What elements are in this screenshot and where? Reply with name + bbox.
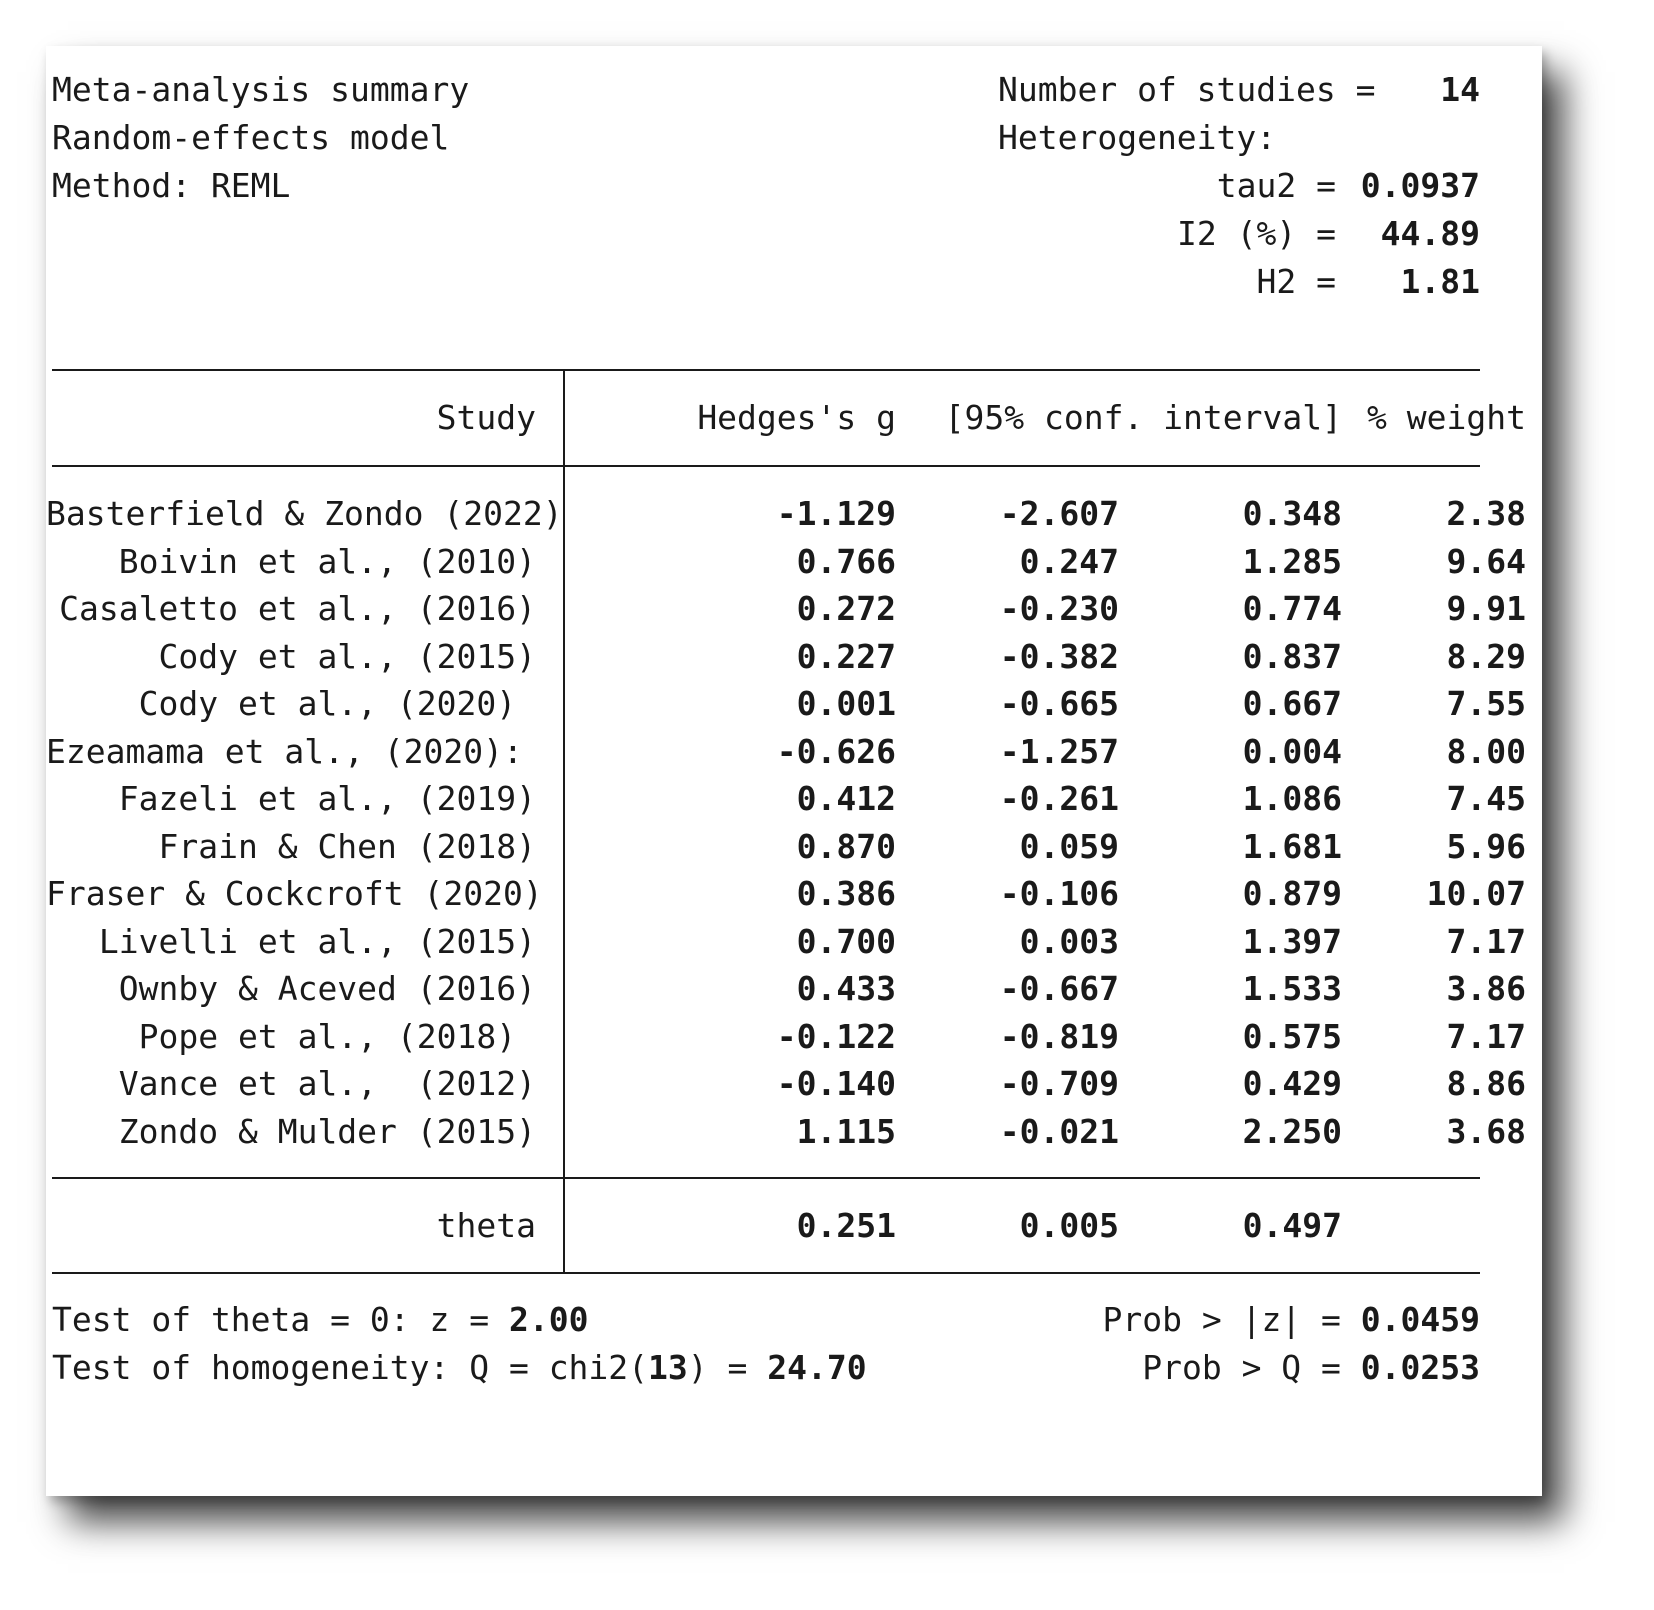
i2-value: 44.89 — [1380, 214, 1480, 253]
hedges-g-value: -0.626 — [776, 731, 896, 771]
prob-q-line — [946, 1348, 1480, 1388]
weight-value: 8.00 — [1446, 731, 1526, 771]
homogeneity-df: 13 — [648, 1348, 688, 1387]
col-header-hedges-g: Hedges's g — [697, 398, 896, 437]
test-theta-z: 2.00 — [508, 1300, 589, 1339]
hedges-g-value: 0.433 — [796, 969, 896, 1008]
test-theta-prefix: Test of theta = 0: z = — [52, 1300, 509, 1339]
study-name: Livelli et al., (2015) — [98, 921, 536, 961]
ci-upper-value: 0.837 — [1242, 636, 1342, 676]
table-top-rule — [52, 369, 1480, 371]
ci-lower-value: -0.382 — [999, 636, 1119, 676]
tau2-value: 0.0937 — [1360, 166, 1480, 205]
ci-upper-value: 2.250 — [1242, 1111, 1342, 1151]
study-name: Vance et al., (2012) — [118, 1064, 536, 1103]
heterogeneity-label: Heterogeneity: — [998, 118, 1277, 157]
weight-value: 9.91 — [1446, 589, 1526, 628]
meta-analysis-panel — [46, 46, 1542, 1496]
prob-z-line — [946, 1300, 1480, 1340]
table-row — [46, 732, 1542, 772]
ci-lower-value: -0.667 — [999, 969, 1119, 1008]
hedges-g-value: 0.870 — [796, 826, 896, 866]
theta-label: theta — [436, 1206, 536, 1245]
ci-upper-value: 0.575 — [1242, 1016, 1342, 1056]
weight-value: 7.17 — [1446, 1016, 1526, 1056]
hedges-g-value: 0.700 — [796, 921, 896, 961]
ci-lower-value: -0.021 — [999, 1111, 1119, 1151]
h2-value: 1.81 — [1400, 262, 1480, 301]
table-bottom-rule — [52, 1272, 1480, 1274]
ci-lower-value: -0.106 — [999, 874, 1119, 913]
weight-value: 7.55 — [1446, 684, 1526, 723]
num-studies-label: Number of studies = — [998, 70, 1376, 109]
ci-lower-value: -2.607 — [999, 494, 1119, 533]
ci-upper-value: 1.086 — [1242, 779, 1342, 818]
prob-q-value: 0.0253 — [1360, 1348, 1480, 1387]
table-row — [46, 542, 1542, 582]
ci-lower-value: 0.003 — [1019, 921, 1119, 961]
num-studies-value: 14 — [1440, 70, 1480, 109]
ci-lower-value: -0.819 — [999, 1016, 1119, 1056]
table-row — [46, 494, 1542, 534]
ci-upper-value: 0.774 — [1242, 589, 1342, 628]
hedges-g-value: 0.272 — [796, 589, 896, 628]
study-name: Ezeamama et al., (2020): — [46, 731, 543, 771]
study-name: Boivin et al., (2010) — [118, 541, 536, 581]
table-row — [46, 637, 1542, 677]
table-row — [46, 1064, 1542, 1104]
hedges-g-value: -1.129 — [776, 494, 896, 533]
study-name: Fraser & Cockcroft (2020) — [46, 874, 543, 913]
theta-ci-upper: 0.497 — [1242, 1206, 1342, 1245]
i2-label: I2 (%) = — [1177, 214, 1336, 253]
body-bottom-rule — [52, 1177, 1480, 1179]
weight-value: 7.17 — [1446, 921, 1526, 961]
hedges-g-value: 1.115 — [796, 1111, 896, 1151]
table-row — [46, 779, 1542, 819]
homogeneity-prefix: Test of homogeneity: Q = chi2( — [52, 1348, 649, 1387]
ci-lower-value: -0.709 — [999, 1064, 1119, 1103]
study-name: Frain & Chen (2018) — [158, 826, 536, 866]
col-header-study: Study — [436, 398, 536, 437]
tau2-label: tau2 = — [1216, 166, 1336, 205]
test-theta-line — [52, 1300, 588, 1340]
method-label: Method: REML — [52, 166, 291, 205]
prob-z-value: 0.0459 — [1360, 1300, 1480, 1339]
ci-lower-value: -0.230 — [999, 589, 1119, 628]
study-name: Zondo & Mulder (2015) — [118, 1111, 536, 1151]
ci-lower-value: 0.247 — [1019, 541, 1119, 581]
ci-upper-value: 1.533 — [1242, 969, 1342, 1008]
ci-upper-value: 1.285 — [1242, 541, 1342, 581]
ci-lower-value: -1.257 — [999, 731, 1119, 771]
ci-lower-value: -0.665 — [999, 684, 1119, 723]
table-row — [46, 827, 1542, 867]
weight-value: 8.86 — [1446, 1064, 1526, 1103]
theta-ci-lower: 0.005 — [1019, 1206, 1119, 1245]
hedges-g-value: 0.386 — [796, 874, 896, 913]
study-name: Fazeli et al., (2019) — [118, 779, 536, 818]
theta-g: 0.251 — [796, 1206, 896, 1245]
ci-lower-value: -0.261 — [999, 779, 1119, 818]
weight-value: 10.07 — [1426, 874, 1526, 913]
weight-value: 3.86 — [1446, 969, 1526, 1008]
prob-q-label: Prob > Q = — [1142, 1348, 1361, 1387]
theta-row — [46, 1206, 1542, 1246]
study-name: Casaletto et al., (2016) — [59, 589, 536, 628]
weight-value: 7.45 — [1446, 779, 1526, 818]
col-header-weight: % weight — [1367, 398, 1526, 437]
model-label: Random-effects model — [52, 118, 450, 157]
study-name: Pope et al., (2018) — [138, 1016, 536, 1056]
h2-label: H2 = — [1256, 262, 1336, 301]
weight-value: 2.38 — [1446, 494, 1526, 533]
ci-lower-value: 0.059 — [1019, 826, 1119, 866]
ci-upper-value: 1.681 — [1242, 826, 1342, 866]
hedges-g-value: 0.227 — [796, 636, 896, 676]
weight-value: 8.29 — [1446, 636, 1526, 676]
hedges-g-value: 0.001 — [796, 684, 896, 723]
test-homogeneity-line — [52, 1348, 867, 1388]
study-name: Cody et al., (2015) — [158, 636, 536, 676]
hedges-g-value: -0.140 — [776, 1064, 896, 1103]
ci-upper-value: 0.429 — [1242, 1064, 1342, 1103]
weight-value: 9.64 — [1446, 541, 1526, 581]
table-row — [46, 1112, 1542, 1152]
study-name: Basterfield & Zondo (2022) — [46, 494, 563, 533]
study-name: Ownby & Aceved (2016) — [118, 969, 536, 1008]
table-row — [46, 969, 1542, 1009]
table-row — [46, 589, 1542, 629]
table-row — [46, 1017, 1542, 1057]
summary-title: Meta-analysis summary — [52, 70, 470, 109]
ci-upper-value: 0.004 — [1242, 731, 1342, 771]
header-bottom-rule — [52, 465, 1480, 467]
hedges-g-value: -0.122 — [776, 1016, 896, 1056]
table-row — [46, 684, 1542, 724]
study-name: Cody et al., (2020) — [138, 684, 536, 723]
table-row — [46, 874, 1542, 914]
hedges-g-value: 0.766 — [796, 541, 896, 581]
homogeneity-mid: ) = — [687, 1348, 768, 1387]
col-header-conf-interval: [95% conf. interval] — [944, 398, 1342, 437]
ci-upper-value: 0.348 — [1242, 494, 1342, 533]
ci-upper-value: 0.667 — [1242, 684, 1342, 723]
hedges-g-value: 0.412 — [796, 779, 896, 818]
table-row — [46, 922, 1542, 962]
ci-upper-value: 0.879 — [1242, 874, 1342, 913]
weight-value: 3.68 — [1446, 1111, 1526, 1151]
homogeneity-q: 24.70 — [767, 1348, 867, 1387]
weight-value: 5.96 — [1446, 826, 1526, 866]
ci-upper-value: 1.397 — [1242, 921, 1342, 961]
prob-z-label: Prob > |z| = — [1102, 1300, 1361, 1339]
